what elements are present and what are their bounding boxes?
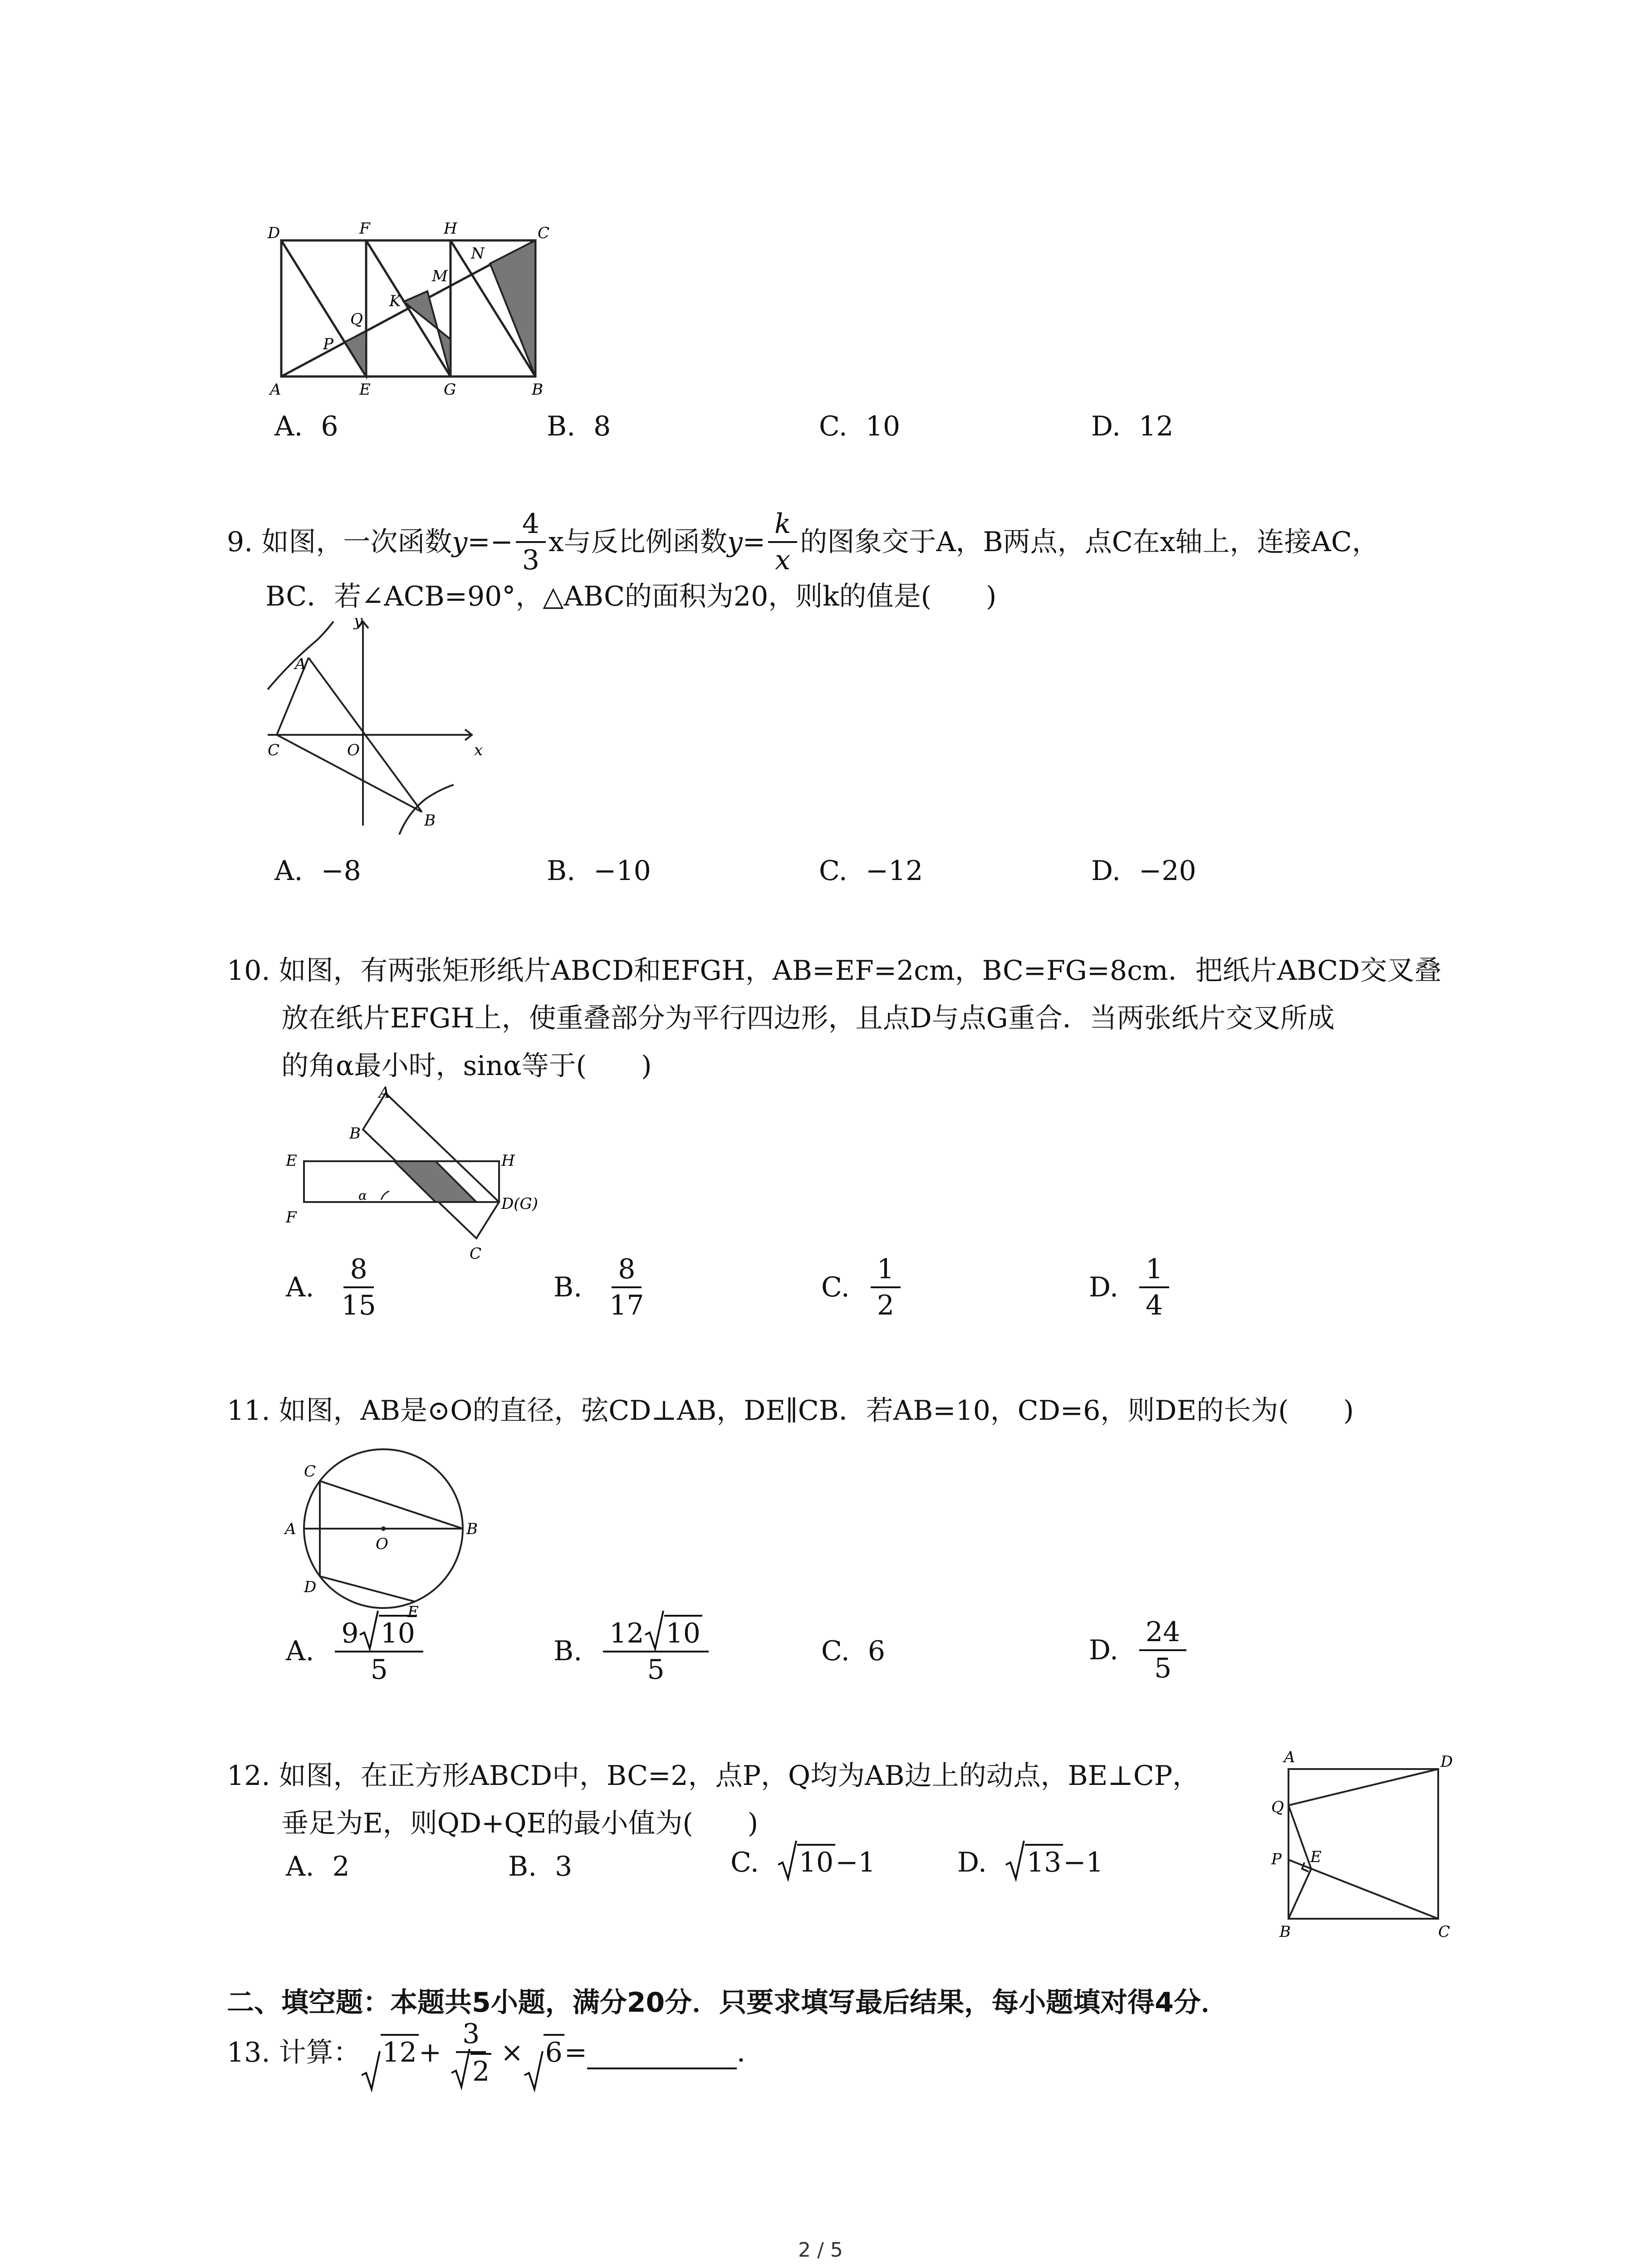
- q12-option-d: D. 13 −1: [957, 1844, 1103, 1881]
- q10-label-B: B: [349, 1124, 361, 1143]
- q8-label-K: K: [389, 292, 401, 310]
- q12-question-line1: 12. 如图，在正方形ABCD中，BC=2，点P，Q均为AB边上的动点，BE⊥CP，: [227, 1760, 1200, 1792]
- q11-option-c: C. 6: [821, 1635, 886, 1667]
- q12-option-a: A. 2: [286, 1851, 350, 1882]
- q11-option-b: B. 12 10 5: [554, 1615, 711, 1687]
- q8-label-Q: Q: [350, 310, 363, 328]
- q11-figure: [272, 1433, 508, 1633]
- q10-label-DG: D(G): [501, 1195, 538, 1213]
- q11-label-E: E: [407, 1603, 419, 1621]
- q9-label-A: A: [295, 655, 306, 673]
- q12-question-line2: 垂足为E，则QD+QE的最小值为( ): [281, 1808, 759, 1839]
- q12-label-B: B: [1279, 1923, 1291, 1941]
- q9-label-y: y: [354, 612, 363, 630]
- q10-question-line2: 放在纸片EFGH上，使重叠部分为平行四边形，且点D与点G重合．当两张纸片交叉所成: [281, 1002, 1335, 1034]
- q8-label-F: F: [359, 220, 370, 238]
- q8-figure: [254, 213, 599, 404]
- q8-option-c: C. 10: [819, 411, 901, 442]
- q8-label-G: G: [444, 381, 456, 399]
- q10-question-line1: 10. 如图，有两张矩形纸片ABCD和EFGH，AB=EF=2cm，BC=FG=8cm．把纸片ABCD交叉叠: [227, 955, 1442, 987]
- q9-question-line2: BC．若∠ACB=90°，△ABC的面积为20，则k的值是( ): [265, 581, 997, 612]
- q9-label-C: C: [268, 741, 280, 759]
- q9-label-x: x: [474, 741, 483, 759]
- q8-label-N: N: [471, 244, 485, 263]
- q11-option-a: A. 9 10 5: [286, 1615, 426, 1687]
- q12-figure: [1261, 1742, 1470, 1941]
- q11-label-A: A: [285, 1520, 296, 1538]
- q8-label-P: P: [323, 335, 333, 353]
- q8-label-A: A: [270, 381, 281, 399]
- q11-label-B: B: [466, 1520, 478, 1538]
- q12-label-E: E: [1310, 1848, 1322, 1866]
- q10-option-a: A. $\frac{8}{15}$: [286, 1252, 385, 1323]
- section2-heading: 二、填空题：本题共5小题，满分20分．只要求填写最后结果，每小题填对得4分．: [227, 1987, 1228, 2019]
- q8-label-C: C: [538, 224, 550, 242]
- q13-question: 13. 计算： 12 + $\frac{3}{2}$ × 6 = ．: [227, 2014, 764, 2091]
- q10-option-c: C. $\frac{1}{2}$: [821, 1252, 903, 1323]
- q10-label-A: A: [379, 1084, 390, 1102]
- q9-label-B: B: [424, 811, 436, 830]
- q10-label-alpha: α: [358, 1188, 367, 1203]
- q8-label-B: B: [532, 381, 543, 399]
- q8-option-b: B. 8: [547, 411, 611, 442]
- q10-label-E: E: [286, 1152, 297, 1170]
- q11-question-line1: 11. 如图，AB是⊙O的直径，弦CD⊥AB，DE∥CB．若AB=10，CD=6，则DE的长为( ): [227, 1395, 1354, 1427]
- q10-label-C: C: [470, 1245, 482, 1263]
- q9-option-d: D. −20: [1091, 855, 1196, 887]
- q9-option-b: B. −10: [547, 855, 651, 887]
- q9-question-line1: 9. 如图，一次函数 y=− $\frac{4}{3}$ x与反比例函数 y= $\frac{k}{x}$ 的图象交于A，B两点，点C在x轴上，连接AC，: [227, 506, 1379, 578]
- q9-fraction-four-thirds: $\frac{4}{3}$: [516, 507, 546, 577]
- q9-option-a: A. −8: [274, 855, 361, 887]
- q11-label-C: C: [304, 1462, 316, 1481]
- q12-label-C: C: [1438, 1923, 1450, 1941]
- q12-label-Q: Q: [1271, 1798, 1284, 1816]
- q12-label-P: P: [1271, 1850, 1282, 1868]
- q9-option-c: C. −12: [819, 855, 923, 887]
- q10-option-d: D. $\frac{1}{4}$: [1089, 1252, 1172, 1323]
- q8-label-M: M: [432, 267, 448, 285]
- q10-question-line3: 的角α最小时，sinα等于( ): [281, 1050, 652, 1082]
- q8-option-d: D. 12: [1091, 411, 1174, 442]
- page-number: 2 / 5: [798, 2239, 843, 2262]
- q12-label-A: A: [1284, 1748, 1295, 1766]
- q10-label-H: H: [501, 1152, 515, 1170]
- q11-label-D: D: [304, 1578, 317, 1596]
- q9-label-O: O: [347, 741, 360, 759]
- q8-label-D: D: [268, 224, 280, 242]
- q12-option-c: C. 10 −1: [730, 1844, 876, 1881]
- q12-option-b: B. 3: [508, 1851, 573, 1882]
- q11-option-d: D. $\frac{24}{5}$: [1089, 1615, 1189, 1686]
- q8-label-H: H: [444, 220, 457, 238]
- q10-label-F: F: [286, 1208, 297, 1227]
- q11-label-O: O: [376, 1535, 388, 1553]
- q8-label-E: E: [359, 381, 371, 399]
- q12-label-D: D: [1440, 1753, 1453, 1771]
- q9-fraction-k-over-x: $\frac{k}{x}$: [768, 507, 797, 577]
- q10-option-b: B. $\frac{8}{17}$: [554, 1252, 653, 1323]
- q13-answer-blank: [587, 2036, 737, 2069]
- q10-figure: [272, 1084, 538, 1266]
- q9-figure: [259, 612, 495, 839]
- q8-option-a: A. 6: [274, 411, 338, 442]
